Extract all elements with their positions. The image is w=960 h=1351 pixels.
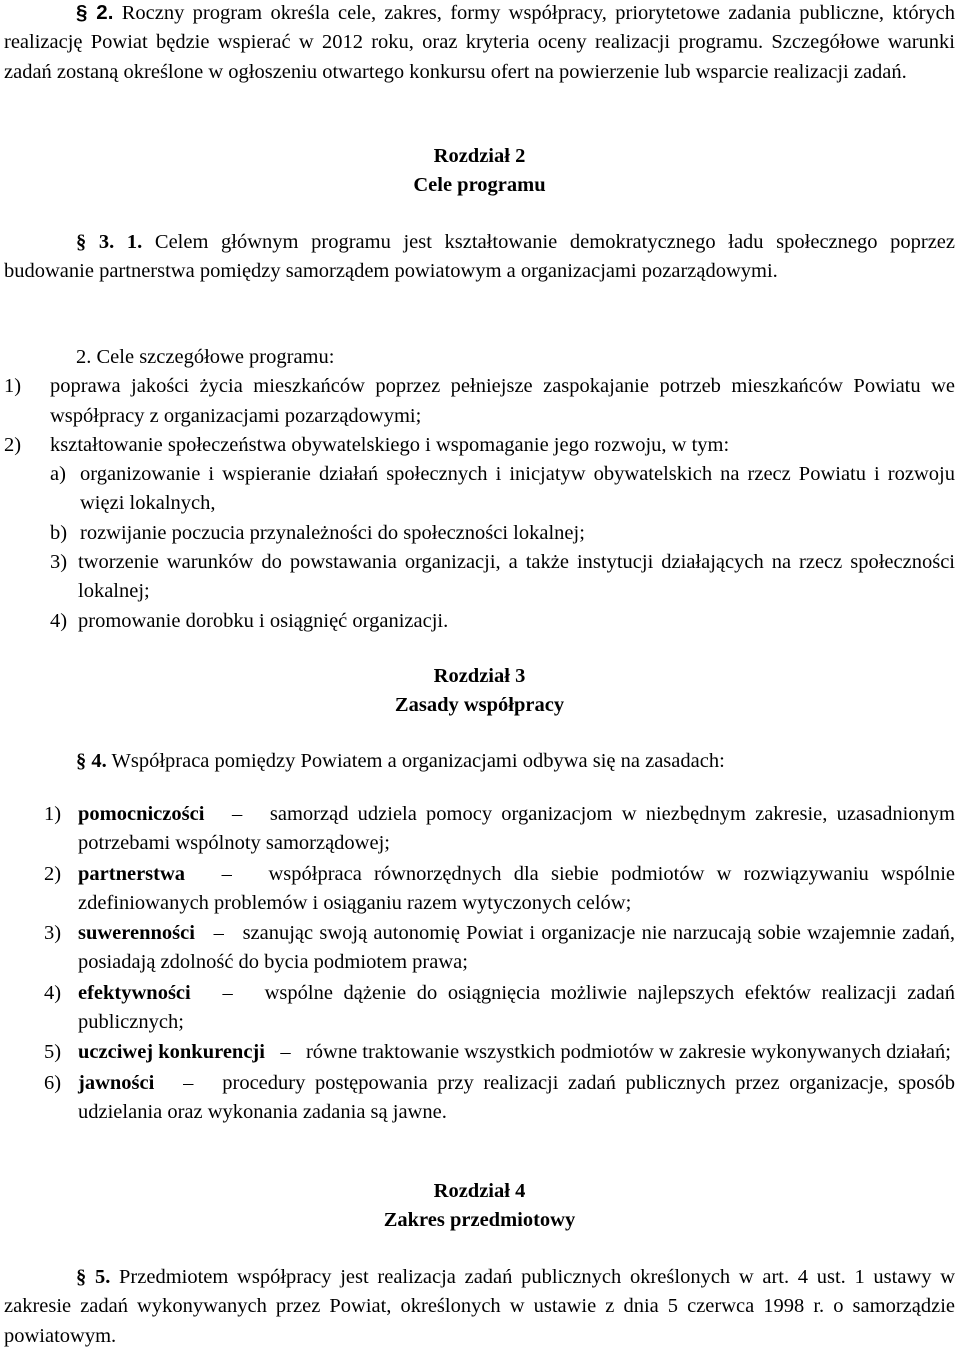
- chapter-3-title: Zasady współpracy: [394, 694, 565, 716]
- detailed-goals-intro: 2. Cele szczegółowe programu:: [76, 346, 335, 368]
- paragraph-3-1: [4, 228, 955, 287]
- paragraph-text: Roczny program określa cele, zakres, formy współpracy, priorytetowe zadania publiczne, których realizację Powiat będzie wspierać w 2012 roku, oraz kryteria oceny realizacji programu. Szczegółowe warunki zadań zostaną określone w ogłoszeniu otwartego konkursu ofert na powierzenie lub wsparcie realizacji zadań.: [4, 2, 955, 83]
- principle-term: suwerenności: [78, 922, 195, 945]
- chapter-2-title: Cele programu: [413, 174, 546, 196]
- paragraph-marker: § 3. 1.: [76, 231, 143, 253]
- paragraph-text: Współpraca pomiędzy Powiatem a organizacjami odbywa się na zasadach:: [111, 750, 725, 772]
- paragraph-marker: § 2.: [76, 1, 114, 24]
- chapter-3-heading: Rozdział 3: [433, 665, 526, 687]
- paragraph-4: [4, 747, 955, 776]
- list-item: 1) poprawa jakości życia mieszkańców poprzez pełniejsze zaspokajanie potrzeb mieszkańców Powiatu we współpracy z organizacjami pozarządowymi;: [4, 375, 955, 427]
- principle-term: jawności: [78, 1071, 155, 1094]
- principle-term: pomocniczości: [78, 803, 205, 825]
- paragraph-5: [4, 1263, 955, 1351]
- principle-term: uczciwej konkurencji: [78, 1041, 265, 1064]
- paragraph-2: [4, 0, 955, 87]
- paragraph-marker: § 5.: [76, 1266, 111, 1288]
- principle-term: efektywności: [78, 981, 191, 1004]
- principle-term: partnerstwa: [78, 862, 186, 885]
- paragraph-text: Celem głównym programu jest kształtowanie demokratycznego ładu społecznego poprzez budowanie partnerstwa pomiędzy samorządem powiatowym a organizacjami pozarządowymi.: [4, 231, 955, 283]
- list-item: 4) efektywności – wspólne dążenie do osiągnięcia możliwie najlepszych efektów realizacji zadań publicznych;: [44, 981, 956, 1034]
- list-item: 2) kształtowanie społeczeństwa obywatelskiego i wspomaganie jego rozwoju, w tym:: [4, 433, 730, 456]
- paragraph-text: Przedmiotem współpracy jest realizacja zadań publicznych określonych w art. 4 ust. 1 ustawy w zakresie zadań wykonywanych przez Powiat, określonych w ustawie z dnia 5 czerwca 1998 r. o samorządzie powiatowym.: [4, 1266, 956, 1347]
- paragraph-marker: § 4.: [76, 750, 107, 772]
- list-item: 1) pomocniczości – samorząd udziela pomocy organizacjom w niezbędnym zakresie, uzasadnionym potrzebami wspólnoty samorządowej;: [44, 803, 955, 855]
- list-item: 5) uczciwej konkurencji – równe traktowanie wszystkich podmiotów w zakresie wykonywanych działań;: [44, 1041, 951, 1064]
- list-item: 6) jawności – procedury postępowania przy realizacji zadań publicznych przez organizacje, sposób udzielania oraz wykonania zadania są jawne.: [44, 1071, 956, 1123]
- list-subitem: b) rozwijanie poczucia przynależności do społeczności lokalnej;: [50, 521, 585, 544]
- list-item: 4) promowanie dorobku i osiągnięć organizacji.: [50, 609, 449, 632]
- chapter-2-heading: Rozdział 2: [433, 145, 526, 167]
- principles-list: [4, 800, 955, 1127]
- list-subitem: a) organizowanie i wspieranie działań społecznych i inicjatyw obywatelskich na rzecz Powiatu i rozwoju więzi lokalnych,: [50, 463, 955, 515]
- detailed-goals: [4, 343, 955, 636]
- chapter-4-title: Zakres przedmiotowy: [383, 1209, 576, 1231]
- list-item: 3) suwerenności – szanując swoją autonomię Powiat i organizacje nie narzucają sobie wzajemnie zadań, posiadają zdolność do bycia podmiotem prawa;: [44, 922, 956, 974]
- list-item: 3) tworzenie warunków do powstawania organizacji, a także instytucji działających na rzecz społeczności lokalnej;: [50, 551, 955, 603]
- chapter-4-heading: Rozdział 4: [433, 1180, 526, 1202]
- list-item: 2) partnerstwa – współpraca równorzędnych dla siebie podmiotów w rozwiązywaniu wspólnie zdefiniowanych problemów i osiąganiu razem wytyczonych celów;: [44, 862, 956, 914]
